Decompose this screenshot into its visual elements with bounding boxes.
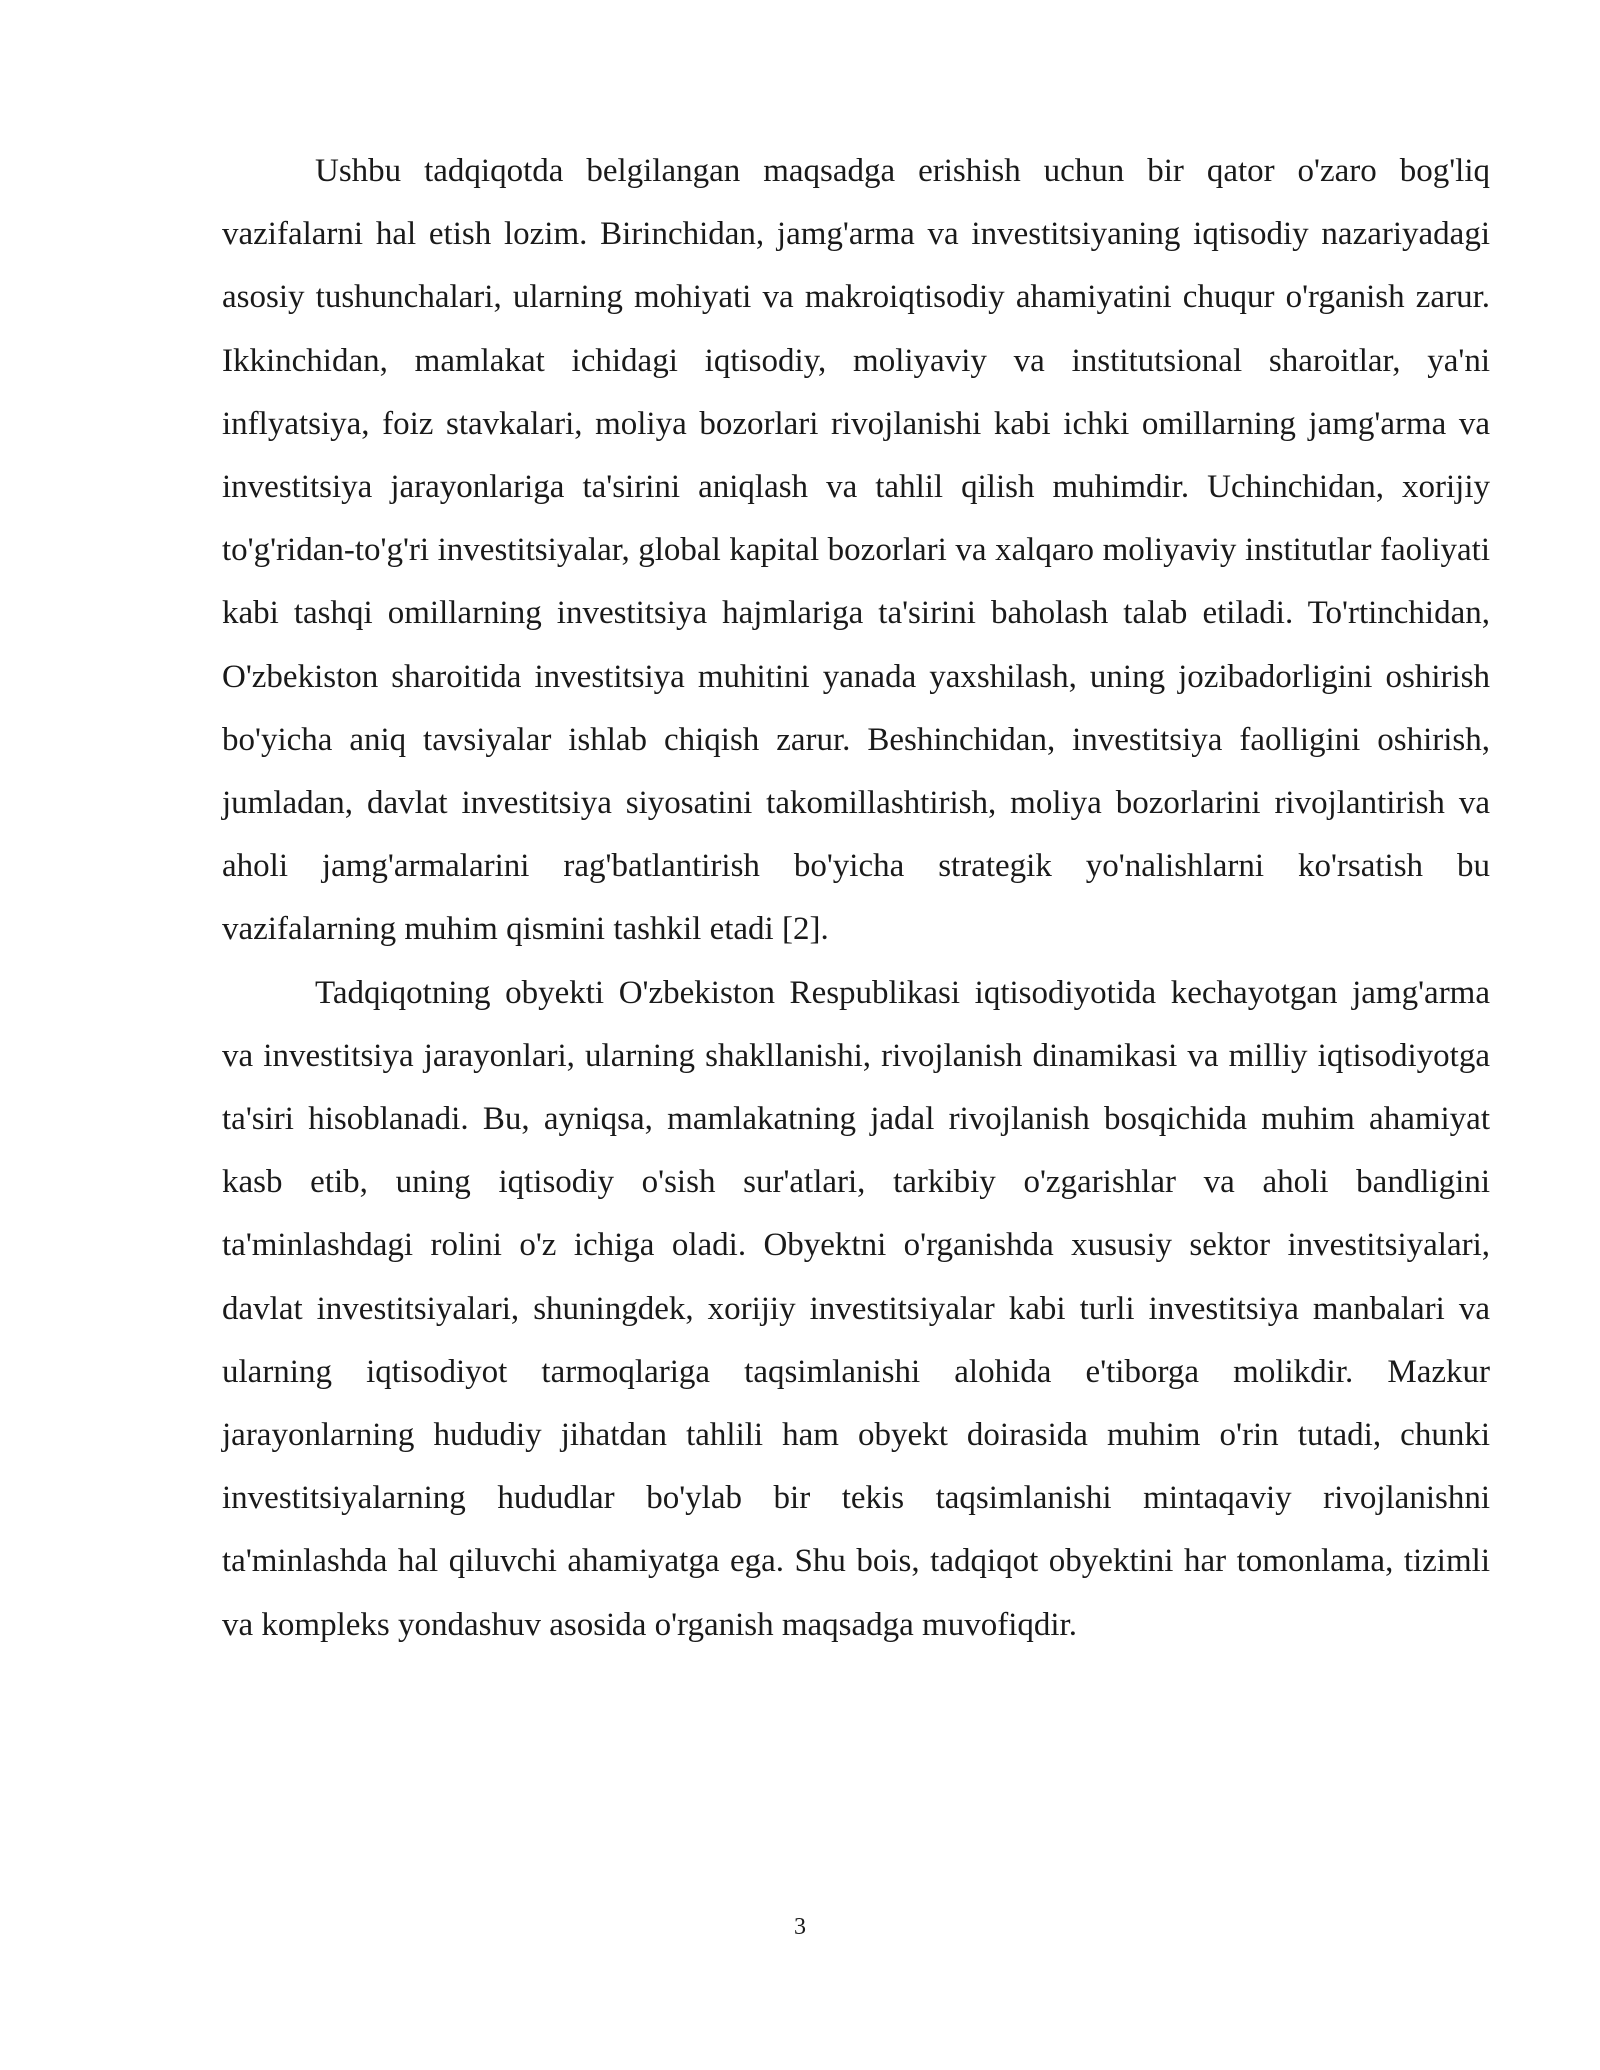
page-number: 3 [794,1914,806,1940]
page-body [222,140,1490,1657]
paragraph-research-object: Tadqiqotning obyekti O'zbekiston Respublikasi iqtisodiyotida kechayotgan jamg'arma va investitsiya jarayonlari, ularning shakllanishi, rivojlanish dinamikasi va milliy iqtisodiyotga ta'siri hisoblanadi. Bu, ayniqsa, mamlakatning jadal rivojlanish bosqichida muhim ahamiyat kasb etib, uning iqtisodiy o'sish sur'atlari, tarkibiy o'zgarishlar va aholi bandligini ta'minlashdagi rolini o'z ichiga oladi. Obyektni o'rganishda xususiy sektor investitsiyalari, davlat investitsiyalari, shuningdek, xorijiy investitsiyalar kabi turli investitsiya manbalari va ularning iqtisodiyot tarmoqlariga taqsimlanishi alohida e'tiborga molikdir. Mazkur jarayonlarning hududiy jihatdan tahlili ham obyekt doirasida muhim o'rin tutadi, chunki investitsiyalarning hududlar bo'ylab bir tekis taqsimlanishi mintaqaviy rivojlanishni ta'minlashda hal qiluvchi ahamiyatga ega. Shu bois, tadqiqot obyektini har tomonlama, tizimli va kompleks yondashuv asosida o'rganish maqsadga muvofiqdir. [222,974,1490,1643]
paragraph-research-tasks: Ushbu tadqiqotda belgilangan maqsadga erishish uchun bir qator o'zaro bog'liq vazifalarni hal etish lozim. Birinchidan, jamg'arma va investitsiyaning iqtisodiy nazariyadagi asosiy tushunchalari, ularning mohiyati va makroiqtisodiy ahamiyatini chuqur o'rganish zarur. Ikkinchidan, mamlakat ichidagi iqtisodiy, moliyaviy va institutsional sharoitlar, ya'ni inflyatsiya, foiz stavkalari, moliya bozorlari rivojlanishi kabi ichki omillarning jamg'arma va investitsiya jarayonlariga ta'sirini aniqlash va tahlil qilish muhimdir. Uchinchidan, xorijiy to'g'ridan-to'g'ri investitsiyalar, global kapital bozorlari va xalqaro moliyaviy institutlar faoliyati kabi tashqi omillarning investitsiya hajmlariga ta'sirini baholash talab etiladi. To'rtinchidan, O'zbekiston sharoitida investitsiya muhitini yanada yaxshilash, uning jozibadorligini oshirish bo'yicha aniq tavsiyalar ishlab chiqish zarur. Beshinchidan, investitsiya faolligini oshirish, jumladan, davlat investitsiya siyosatini takomillashtirish, moliya bozorlarini rivojlantirish va aholi jamg'armalarini rag'batlantirish bo'yicha strategik yo'nalishlarni ko'rsatish bu vazifalarning muhim qismini tashkil etadi [2]. [222,153,1490,948]
